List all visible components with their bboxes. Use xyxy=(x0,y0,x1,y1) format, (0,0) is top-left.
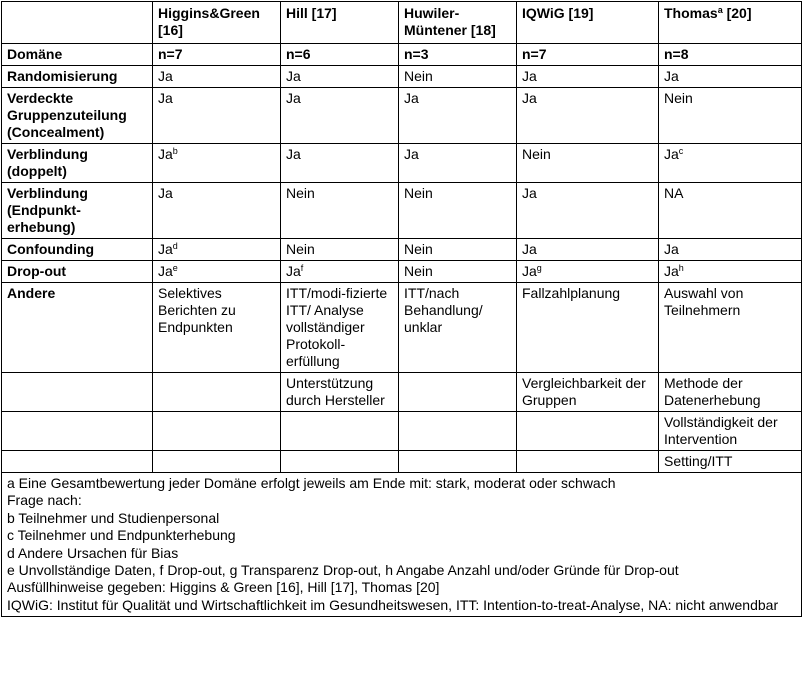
header-row xyxy=(2,2,802,44)
table-row xyxy=(2,66,802,88)
cell-value: Ja xyxy=(664,263,679,279)
table-cell xyxy=(399,261,517,283)
table-cell xyxy=(659,261,802,283)
row-label: Confounding xyxy=(2,239,153,261)
row-label: Randomisierung xyxy=(2,66,153,88)
domain-row xyxy=(2,44,802,66)
row-label xyxy=(2,373,153,412)
table-cell xyxy=(399,88,517,144)
domain-count: n=8 xyxy=(659,44,802,66)
domain-label: Domäne xyxy=(2,44,153,66)
header-blank-cell xyxy=(2,2,153,44)
cell-value: Ja xyxy=(404,90,419,106)
table-cell xyxy=(153,66,281,88)
table-cell xyxy=(399,412,517,451)
footnote-line: Frage nach: xyxy=(7,492,82,509)
table-cell xyxy=(517,88,659,144)
table-cell xyxy=(281,88,399,144)
table-cell xyxy=(153,144,281,183)
table-cell xyxy=(399,451,517,473)
cell-value: Ja xyxy=(664,146,679,162)
table-cell xyxy=(517,373,659,412)
header-huwiler-muentener: Huwiler-Müntener [18] xyxy=(399,2,517,44)
cell-value: Methode der Datenerhebung xyxy=(664,375,761,408)
table-cell xyxy=(153,88,281,144)
footnote-line: Ausfüllhinweise gegeben: Higgins & Green [16], Hill [17], Thomas [20] xyxy=(7,579,440,596)
table-cell xyxy=(517,144,659,183)
cell-value: Unterstützung durch Hersteller xyxy=(286,375,385,408)
row-label xyxy=(2,451,153,473)
footnote-marker: h xyxy=(678,263,684,273)
footnote-line: IQWiG: Institut für Qualität und Wirtschaftlichkeit im Gesundheitswesen, ITT: Intention-to-treat-Analyse, NA: nicht anwendbar xyxy=(7,596,779,613)
table-cell xyxy=(281,144,399,183)
table-cell xyxy=(281,283,399,373)
cell-value: Ja xyxy=(664,241,679,257)
table-cell xyxy=(399,183,517,239)
table-cell xyxy=(399,283,517,373)
cell-value: Nein xyxy=(286,241,315,257)
table-cell xyxy=(659,144,802,183)
row-label xyxy=(2,412,153,451)
table-cell xyxy=(399,66,517,88)
cell-value: ITT/modi-fizierte ITT/ Analyse vollständiger Protokoll-erfüllung xyxy=(286,285,388,369)
footnote-marker: c xyxy=(678,146,684,156)
row-label: Drop-out xyxy=(2,261,153,283)
cell-value: Ja xyxy=(522,185,537,201)
cell-value: Vollständigkeit der Intervention xyxy=(664,414,778,447)
table-row xyxy=(2,373,802,412)
table-cell xyxy=(659,283,802,373)
row-label: Verblindung (doppelt) xyxy=(2,144,153,183)
table-cell xyxy=(517,239,659,261)
table-cell xyxy=(659,239,802,261)
table-row xyxy=(2,451,802,473)
domain-count: n=7 xyxy=(153,44,281,66)
table-cell xyxy=(281,261,399,283)
footnote-marker: e xyxy=(172,263,178,273)
cell-value: Ja xyxy=(522,68,537,84)
cell-value: Ja xyxy=(158,185,173,201)
cell-value: Ja xyxy=(522,263,537,279)
footnote-marker: f xyxy=(300,263,304,273)
table-cell xyxy=(153,183,281,239)
table-row xyxy=(2,261,802,283)
table-cell xyxy=(281,183,399,239)
table-row xyxy=(2,183,802,239)
table-cell xyxy=(281,373,399,412)
table-cell xyxy=(659,66,802,88)
footnote-marker: g xyxy=(536,263,542,273)
table-cell xyxy=(281,66,399,88)
header-hill: Hill [17] xyxy=(281,2,399,44)
cell-value: Ja xyxy=(158,90,173,106)
comparison-table xyxy=(1,1,802,617)
cell-value: Ja xyxy=(286,263,301,279)
footnote-line: d Andere Ursachen für Bias xyxy=(7,544,179,561)
cell-value: Ja xyxy=(664,68,679,84)
table-cell xyxy=(153,412,281,451)
row-label: Verdeckte Gruppenzuteilung (Concealment) xyxy=(2,88,153,144)
table-cell xyxy=(517,412,659,451)
table-row xyxy=(2,88,802,144)
table-row xyxy=(2,412,802,451)
table-row xyxy=(2,239,802,261)
table-cell xyxy=(517,183,659,239)
footnote-line: a Eine Gesamtbewertung jeder Domäne erfolgt jeweils am Ende mit: stark, moderat oder schwach xyxy=(7,475,616,491)
table-cell xyxy=(659,451,802,473)
cell-value: Nein xyxy=(404,185,433,201)
cell-value: Selektives Berichten zu Endpunkten xyxy=(158,285,236,335)
table-cell xyxy=(517,283,659,373)
cell-value: Ja xyxy=(158,68,173,84)
table-cell xyxy=(517,261,659,283)
cell-value: Fallzahlplanung xyxy=(522,285,621,301)
table-cell xyxy=(153,451,281,473)
cell-value: NA xyxy=(664,185,684,201)
cell-value: Nein xyxy=(522,146,551,162)
row-label: Andere xyxy=(2,283,153,373)
cell-value: Ja xyxy=(286,146,301,162)
cell-value: Ja xyxy=(286,90,301,106)
table-cell xyxy=(659,183,802,239)
domain-count: n=7 xyxy=(517,44,659,66)
table-cell xyxy=(153,373,281,412)
cell-value: Ja xyxy=(522,241,537,257)
cell-value: Nein xyxy=(404,241,433,257)
domain-count: n=3 xyxy=(399,44,517,66)
table-row xyxy=(2,283,802,373)
cell-value: Nein xyxy=(404,263,433,279)
table-row xyxy=(2,144,802,183)
table-cell xyxy=(659,373,802,412)
cell-value: Nein xyxy=(664,90,693,106)
cell-value: Ja xyxy=(286,68,301,84)
header-iqwig: IQWiG [19] xyxy=(517,2,659,44)
footnote-marker: b xyxy=(172,146,178,156)
table-cell xyxy=(153,261,281,283)
table-cell xyxy=(153,283,281,373)
table-cell xyxy=(399,239,517,261)
domain-count: n=6 xyxy=(281,44,399,66)
cell-value: Ja xyxy=(522,90,537,106)
footnotes-cell xyxy=(2,473,802,617)
cell-value: Nein xyxy=(404,68,433,84)
cell-value: Ja xyxy=(158,263,173,279)
cell-value: Ja xyxy=(158,241,173,257)
cell-value: Setting/ITT xyxy=(664,453,733,469)
cell-value: ITT/nach Behandlung/ unklar xyxy=(404,285,483,335)
cell-value: Nein xyxy=(286,185,315,201)
table-cell xyxy=(517,66,659,88)
footnote-line: c Teilnehmer und Endpunkterhebung xyxy=(7,527,236,544)
footnote-marker: d xyxy=(172,241,178,251)
cell-value: Ja xyxy=(158,146,173,162)
table-cell xyxy=(517,451,659,473)
table-cell xyxy=(153,239,281,261)
table-cell xyxy=(659,88,802,144)
table-cell xyxy=(399,373,517,412)
table-cell xyxy=(281,412,399,451)
header-thomas: Thomas$^a$ [20] xyxy=(659,2,802,44)
cell-value: Auswahl von Teilnehmern xyxy=(664,285,744,318)
footnote-line: b Teilnehmer und Studienpersonal xyxy=(7,509,220,526)
table-cell xyxy=(281,239,399,261)
table-cell xyxy=(399,144,517,183)
cell-value: Ja xyxy=(404,146,419,162)
row-label: Verblindung (Endpunkt-erhebung) xyxy=(2,183,153,239)
header-higgins-green: Higgins&Green [16] xyxy=(153,2,281,44)
table-cell xyxy=(659,412,802,451)
table-cell xyxy=(281,451,399,473)
footnote-row xyxy=(2,473,802,617)
footnote-line: e Unvollständige Daten, f Drop-out, g Transparenz Drop-out, h Angabe Anzahl und/oder Gründe für Drop-out xyxy=(7,562,679,579)
cell-value: Vergleichbarkeit der Gruppen xyxy=(522,375,646,408)
